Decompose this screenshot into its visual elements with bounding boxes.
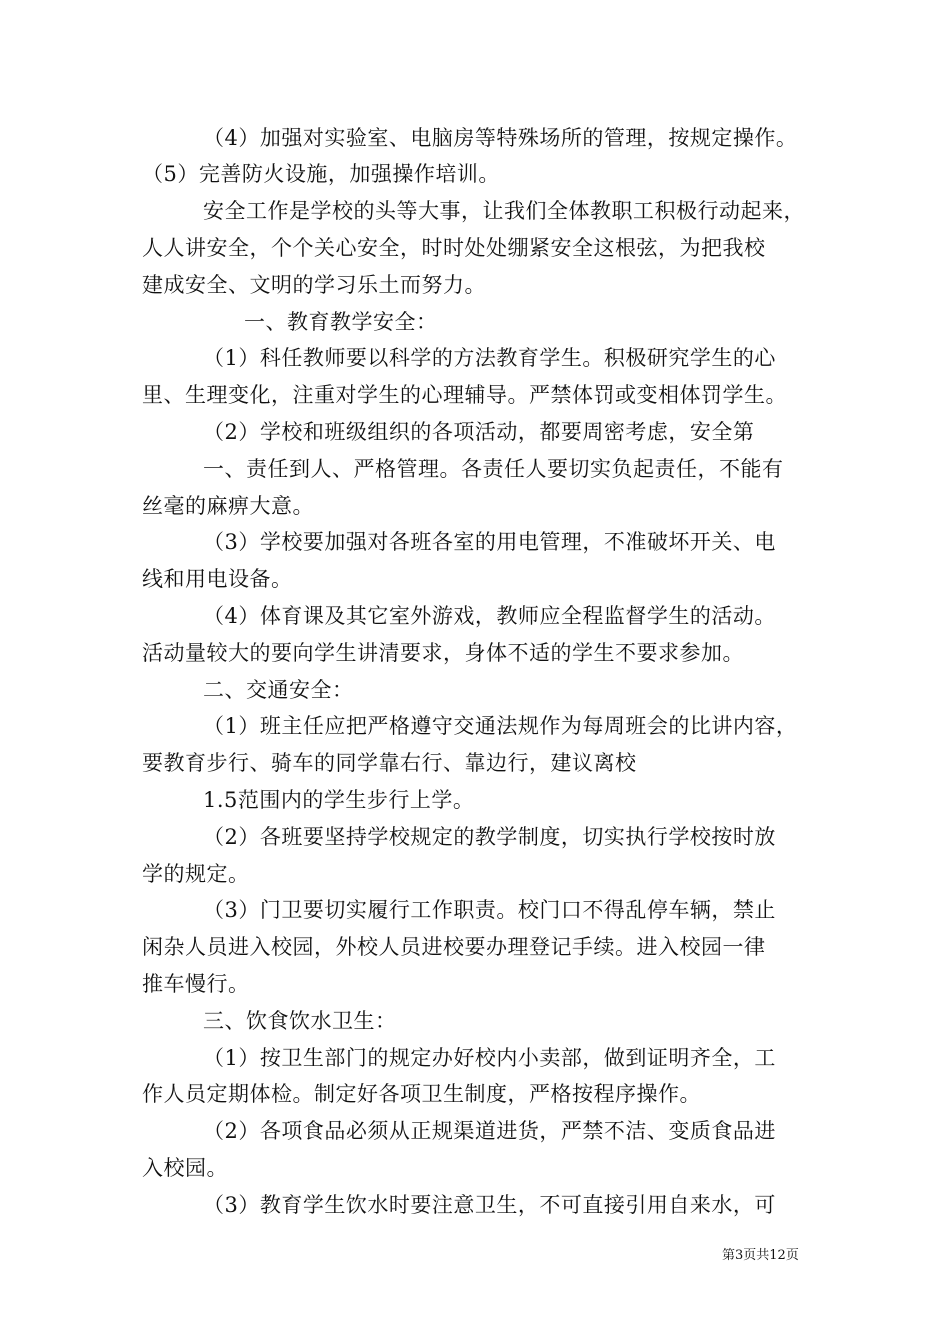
text-line: （2）各项食品必须从正规渠道进货，严禁不洁、变质食品进 bbox=[203, 1119, 776, 1143]
text-line: 线和用电设备。 bbox=[142, 567, 293, 591]
text-line: 丝毫的麻痹大意。 bbox=[142, 494, 314, 518]
text-line: （3）学校要加强对各班各室的用电管理，不准破坏开关、电 bbox=[203, 530, 776, 554]
text-line: 建成安全、文明的学习乐土而努力。 bbox=[142, 273, 486, 297]
section-heading: 二、交通安全： bbox=[203, 678, 354, 702]
text-line: （4）加强对实验室、电脑房等特殊场所的管理，按规定操作。 bbox=[203, 126, 798, 150]
text-line: 作人员定期体检。制定好各项卫生制度，严格按程序操作。 bbox=[142, 1082, 701, 1106]
text-line: 入校园。 bbox=[142, 1156, 228, 1180]
text-line: （1）科任教师要以科学的方法教育学生。积极研究学生的心 bbox=[203, 346, 776, 370]
text-line: （1）班主任应把严格遵守交通法规作为每周班会的比讲内容， bbox=[203, 714, 798, 738]
text-line: 1.5范围内的学生步行上学。 bbox=[203, 788, 475, 812]
text-line: 里、生理变化，注重对学生的心理辅导。严禁体罚或变相体罚学生。 bbox=[142, 383, 787, 407]
page-number: 第3页共12页 bbox=[722, 1248, 799, 1263]
section-heading: 三、饮食饮水卫生： bbox=[203, 1009, 397, 1033]
text-line: 活动量较大的要向学生讲清要求，身体不适的学生不要求参加。 bbox=[142, 641, 744, 665]
text-line: 要教育步行、骑车的同学靠右行、靠边行，建议离校 bbox=[142, 751, 637, 775]
text-line: （2）各班要坚持学校规定的教学制度，切实执行学校按时放 bbox=[203, 825, 776, 849]
text-line: （3）教育学生饮水时要注意卫生，不可直接引用自来水，可 bbox=[203, 1193, 776, 1217]
text-line: 安全工作是学校的头等大事，让我们全体教职工积极行动起来， bbox=[203, 199, 805, 223]
text-line: 学的规定。 bbox=[142, 862, 250, 886]
section-heading: 一、教育教学安全： bbox=[244, 310, 438, 334]
text-line: （3）门卫要切实履行工作职责。校门口不得乱停车辆，禁止 bbox=[203, 898, 776, 922]
text-line: 推车慢行。 bbox=[142, 972, 250, 996]
text-line: 一、责任到人、严格管理。各责任人要切实负起责任，不能有 bbox=[203, 457, 784, 481]
text-line: （5）完善防火设施，加强操作培训。 bbox=[142, 162, 500, 186]
text-line: （1）按卫生部门的规定办好校内小卖部，做到证明齐全，工 bbox=[203, 1046, 776, 1070]
text-line: （2）学校和班级组织的各项活动，都要周密考虑，安全第 bbox=[203, 420, 755, 444]
text-line: （4）体育课及其它室外游戏，教师应全程监督学生的活动。 bbox=[203, 604, 776, 628]
text-line: 人人讲安全，个个关心安全，时时处处绷紧安全这根弦，为把我校 bbox=[142, 236, 766, 260]
text-line: 闲杂人员进入校园，外校人员进校要办理登记手续。进入校园一律 bbox=[142, 935, 766, 959]
